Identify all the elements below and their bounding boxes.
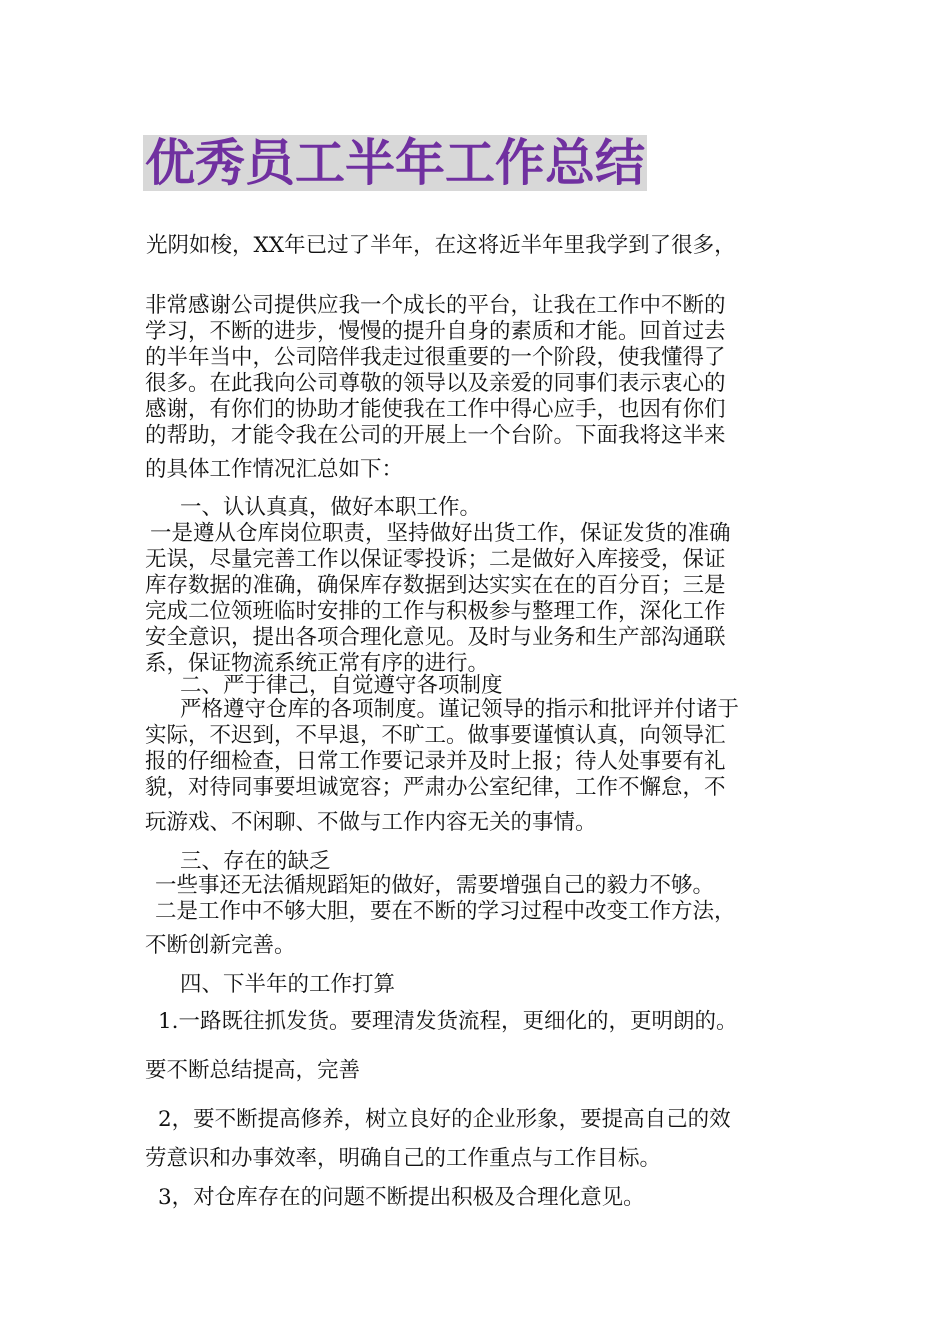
body-line: 无误，尽量完善工作以保证零投诉；二是做好入库接受，保证	[145, 547, 726, 572]
body-line: 的半年当中，公司陪伴我走过很重要的一个阶段，使我懂得了	[145, 345, 726, 370]
list-item: 3，对仓库存在的问题不断提出积极及合理化意见。	[158, 1185, 645, 1210]
body-line: 貌，对待同事要坦诚宽容；严肃办公室纪律，工作不懈怠，不	[145, 775, 726, 800]
section-heading: 一、认认真真，做好本职工作。	[180, 495, 482, 520]
body-line: 实际，不迟到，不早退，不旷工。做事要谨慎认真，向领导汇	[145, 723, 726, 748]
body-line: 非常感谢公司提供应我一个成长的平台，让我在工作中不断的	[145, 293, 726, 318]
body-line: 学习，不断的进步，慢慢的提升自身的素质和才能。回首过去	[145, 319, 726, 344]
body-line: 库存数据的准确，确保库存数据到达实实在在的百分百；三是	[145, 573, 726, 598]
body-line: 要不断总结提高，完善	[145, 1058, 361, 1083]
list-item: 1.一路既往抓发货。要理清发货流程，更细化的，更明朗的。	[158, 1009, 738, 1034]
document-title: 优秀员工半年工作总结	[145, 134, 645, 192]
body-line: 玩游戏、不闲聊、不做与工作内容无关的事情。	[145, 810, 597, 835]
body-line: 报的仔细检查，日常工作要记录并及时上报；待人处事要有礼	[145, 749, 726, 774]
body-line: 一些事还无法循规蹈矩的做好，需要增强自己的毅力不够。	[155, 873, 715, 898]
body-line: 感谢，有你们的协助才能使我在工作中得心应手，也因有你们	[145, 397, 726, 422]
body-line: 一是遵从仓库岗位职责，坚持做好出货工作，保证发货的准确	[150, 521, 731, 546]
body-line: 光阴如梭，XX年已过了半年，在这将近半年里我学到了很多，	[146, 233, 736, 258]
body-line: 系，保证物流系统正常有序的进行。	[145, 651, 490, 676]
body-line: 的帮助，才能令我在公司的开展上一个台阶。下面我将这半来	[145, 423, 726, 448]
body-line: 严格遵守仓库的各项制度。谨记领导的指示和批评并付诸于	[180, 697, 740, 722]
list-item: 2，要不断提高修养，树立良好的企业形象，要提高自己的效	[158, 1107, 731, 1132]
body-line: 安全意识，提出各项合理化意见。及时与业务和生产部沟通联	[145, 625, 726, 650]
body-line: 完成二位领班临时安排的工作与积极参与整理工作，深化工作	[145, 599, 726, 624]
body-line: 劳意识和办事效率，明确自己的工作重点与工作目标。	[145, 1146, 662, 1171]
section-heading: 三、存在的缺乏	[180, 849, 331, 874]
section-heading: 四、下半年的工作打算	[180, 972, 396, 997]
section-heading: 二、严于律己，自觉遵守各项制度	[180, 673, 503, 698]
body-line: 不断创新完善。	[145, 933, 296, 958]
body-line: 二是工作中不够大胆，要在不断的学习过程中改变工作方法，	[155, 899, 736, 924]
body-line: 很多。在此我向公司尊敬的领导以及亲爱的同事们表示衷心的	[145, 371, 726, 396]
body-line: 的具体工作情况汇总如下：	[145, 457, 404, 482]
